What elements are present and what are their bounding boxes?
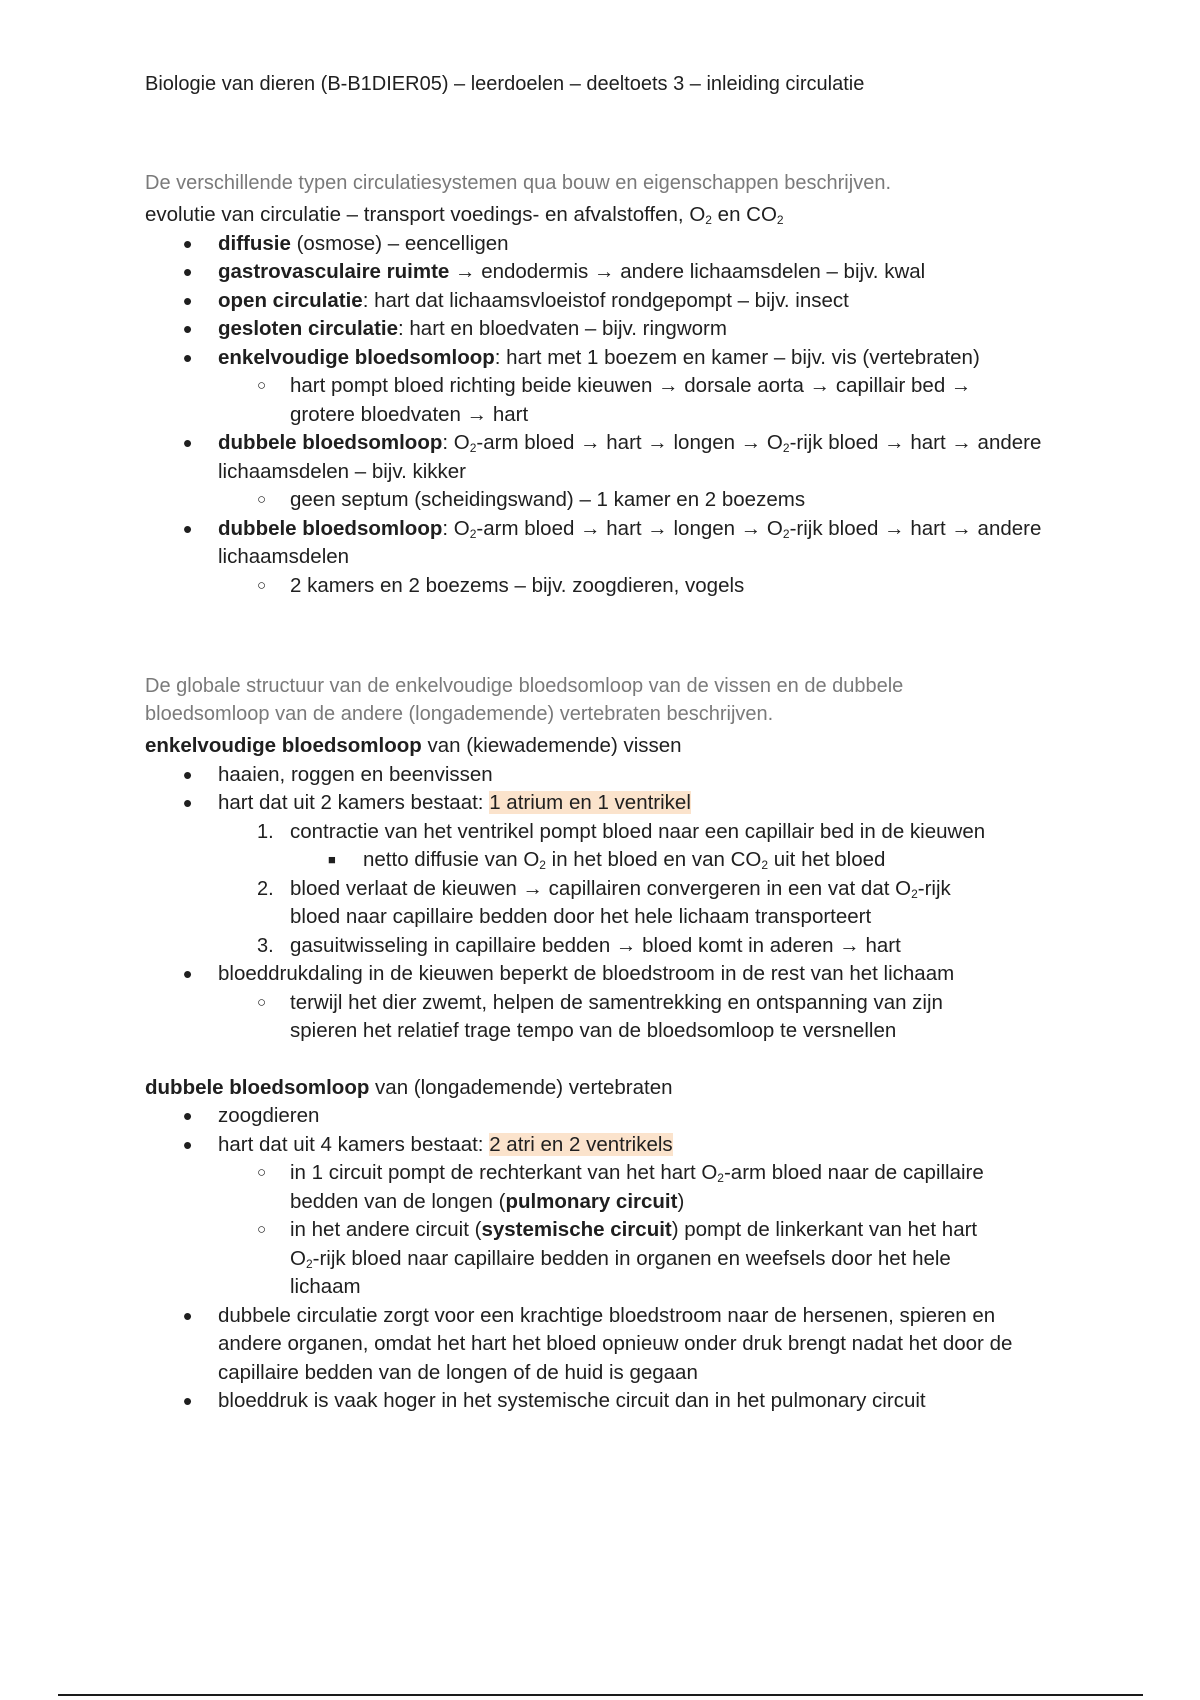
square-bullet-icon: ■: [328, 852, 336, 867]
bullet-icon: •: [183, 228, 193, 259]
numbered-item: 3. gasuitwisseling in capillaire bedden → bloed komt in aderen → hart: [145, 932, 1145, 961]
bullet-icon: •: [183, 1386, 193, 1416]
section-circulation-types: [145, 169, 1145, 600]
list-item: • bloeddrukdaling in de kieuwen beperkt de bloedstroom in de rest van het lichaam: [183, 959, 955, 989]
numbered-item: 1. contractie van het ventrikel pompt bloed naar een capillair bed in de kieuwen: [145, 818, 1145, 847]
list-item: • haaien, roggen en beenvissen: [183, 759, 493, 790]
circle-bullet-icon: ○: [257, 1164, 267, 1181]
bullet-icon: •: [183, 1129, 193, 1160]
list-item: • hart dat uit 4 kamers bestaat: 2 atri en 2 ventrikels: [183, 1129, 673, 1160]
list-number: 3.: [257, 934, 274, 957]
circle-bullet-icon: ○: [257, 491, 267, 508]
bullet-icon: •: [183, 959, 193, 989]
list-subitem: ○ geen septum (scheidingswand) – 1 kamer en 2 boezems: [145, 486, 1145, 515]
list-item: • gesloten circulatie: hart en bloedvaten – bijv. ringworm: [183, 314, 727, 344]
list-subitem: ○ in het andere circuit (systemische circuit) pompt de linkerkant van het hart $O_2$-rijk bloed naar capillaire bedden in organen en weefsels door het hele lichaam: [257, 1218, 978, 1298]
circle-bullet-icon: ○: [257, 1221, 267, 1238]
bullet-icon: •: [183, 513, 193, 544]
list-item: • diffusie (osmose) – eencelligen: [183, 228, 509, 259]
list-item: • hart dat uit 2 kamers bestaat: 1 atrium en 1 ventrikel: [183, 788, 691, 818]
list-subsubitem: ■ netto diffusie van $O_2$ in het bloed en van $CO_2$ uit het bloed: [145, 846, 1145, 875]
bullet-icon: •: [183, 1300, 193, 1331]
list-item: • bloeddruk is vaak hoger in het systemische circuit dan in het pulmonary circuit: [183, 1386, 926, 1416]
bullet-icon: •: [183, 257, 193, 287]
list-item: • enkelvoudige bloedsomloop: hart met 1 boezem en kamer – bijv. vis (vertebraten): [183, 342, 980, 373]
list-item: • zoogdieren: [183, 1101, 320, 1131]
circle-bullet-icon: ○: [257, 993, 267, 1011]
list-subitem: ○ hart pompt bloed richting beide kieuwen → dorsale aorta → capillair bed → grotere bloedvaten → hart: [257, 374, 972, 426]
list-number: 1.: [257, 820, 274, 843]
circle-bullet-icon: ○: [257, 377, 267, 394]
section-circulation-structure: [145, 672, 1145, 1416]
bullet-icon: •: [183, 314, 193, 344]
highlight: 1 atrium en 1 ventrikel: [489, 791, 691, 814]
learning-goal-1: De verschillende typen circulatiesystemen qua bouw en eigenschappen beschrijven.: [145, 172, 891, 194]
list-item: • open circulatie: hart dat lichaamsvloeistof rondgepompt – bijv. insect: [183, 285, 849, 316]
highlight: 2 atri en 2 ventrikels: [489, 1132, 673, 1156]
list-item: • dubbele circulatie zorgt voor een krachtige bloedstroom naar de hersenen, spieren en andere organen, omdat het hart het bloed opnieuw onder druk brengt nadat het door de capillaire bedden van de longen of de huid is gegaan: [183, 1300, 1013, 1384]
list-number: 2.: [257, 877, 274, 900]
bullet-icon: •: [183, 342, 193, 373]
intro-line: evolutie van circulatie – transport voedings- en afvalstoffen, $O_2$ en $CO_2$: [145, 203, 784, 227]
list-subitem: ○ 2 kamers en 2 boezems – bijv. zoogdieren, vogels: [145, 572, 1145, 601]
bullet-icon: •: [183, 759, 193, 790]
bullet-icon: •: [183, 428, 193, 458]
list-item: • gastrovasculaire ruimte → endodermis → andere lichaamsdelen – bijv. kwal: [183, 257, 926, 287]
subheading-double-circulation: dubbele bloedsomloop van (longademende) vertebraten: [145, 1075, 673, 1099]
list-item: • dubbele bloedsomloop: $O_2$-arm bloed → hart → longen → $O_2$-rijk bloed → hart → andere lichaamsdelen: [183, 513, 1042, 568]
circle-bullet-icon: ○: [257, 576, 267, 594]
bullet-icon: •: [183, 1101, 193, 1131]
list-subitem: ○ in 1 circuit pompt de rechterkant van het hart $O_2$-arm bloed naar de capillaire bedden van de longen (pulmonary circuit): [257, 1161, 984, 1213]
learning-goal-2: De globale structuur van de enkelvoudige bloedsomloop van de vissen en de dubbele bloedsomloop van de andere (longademende) vertebraten beschrijven.: [145, 675, 904, 725]
bullet-icon: •: [183, 285, 193, 316]
list-item: • dubbele bloedsomloop: $O_2$-arm bloed → hart → longen → $O_2$-rijk bloed → hart → andere lichaamsdelen – bijv. kikker: [183, 428, 1042, 483]
numbered-item: 2. bloed verlaat de kieuwen → capillairen convergeren in een vat dat $O_2$-rijk bloed naar capillaire bedden door het hele lichaam transporteert: [257, 876, 951, 928]
bullet-icon: •: [183, 788, 193, 818]
list-subitem: ○ terwijl het dier zwemt, helpen de samentrekking en ontspanning van zijn spieren het relatief trage tempo van de bloedsomloop te versnellen: [257, 990, 943, 1042]
footer-divider: [58, 1694, 1143, 1696]
subheading-single-circulation: enkelvoudige bloedsomloop van (kiewademende) vissen: [145, 734, 682, 757]
document-header: Biologie van dieren (B-B1DIER05) – leerdoelen – deeltoets 3 – inleiding circulatie: [145, 73, 865, 95]
